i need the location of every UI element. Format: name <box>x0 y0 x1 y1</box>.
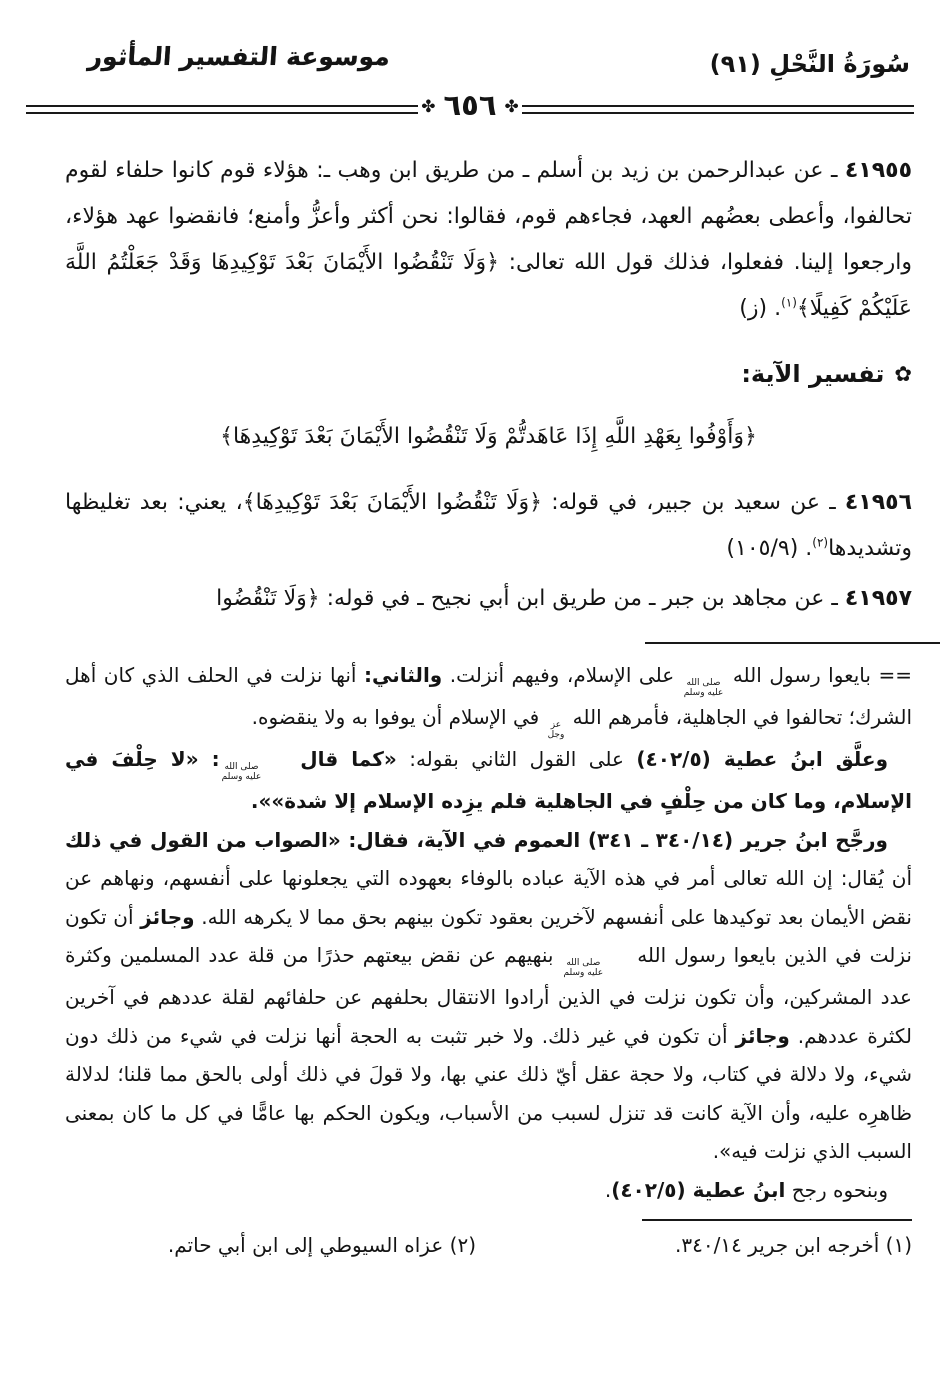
section-heading <box>65 360 912 388</box>
footnotes-row <box>65 1229 912 1261</box>
page-number: ٦٥٦ <box>443 88 497 122</box>
azza-wa-jall-ligature: عز وجل <box>547 720 565 740</box>
page-header <box>0 0 940 122</box>
saw-ligature: صلى الله عليه وسلم <box>683 678 724 698</box>
fleuron-left-icon: ✤ <box>421 97 436 117</box>
footnote-cont-paragraph: == بايعوا رسول الله صلى الله عليه وسلم على الإسلام، وفيهم أنزلت. والثاني: أنها نزلت في الحلف الذي كان أهل الشرك؛ تحالفوا في الجاهلية، فأمرهم الله عز وجل في الإسلام أن يوفوا به ولا ينقضوه. <box>65 663 913 740</box>
bold-text: والثاني: <box>364 663 443 687</box>
fleuron-right-icon: ✤ <box>504 97 519 117</box>
quran-verse-centered: ﴿وَأَوْفُوا بِعَهْدِ اللَّهِ إِذَا عَاهَدتُّمْ وَلَا تَنْقُضُوا الأَيْمَانَ بَعْدَ تَوْكِيدِهَا﴾ <box>220 424 757 449</box>
section-heading-label: تفسير الآية: <box>741 360 885 388</box>
bold-text: «كما قال <box>287 747 397 771</box>
page-body <box>65 148 912 622</box>
bold-text: وعلَّق ابنُ عطية (٤٠٢/٥) <box>636 747 889 771</box>
bold-text: : «لا حِلْفَ في الإسلام، وما كان من حِلْفٍ في الجاهلية فلم يزِده الإسلام إلا شدة»». <box>65 747 912 813</box>
footnote-separator <box>645 642 940 644</box>
narration-number: ٤١٩٥٧ <box>844 586 912 611</box>
footnote-ref-2: (٢) <box>812 535 829 550</box>
surah-title: سُورَةُ النَّحْلِ (٩١) <box>709 50 910 78</box>
footnote-ref-1: (١) <box>781 295 797 310</box>
quran-verse: ﴿وَلَا تَنْقُضُوا الأَيْمَانَ بَعْدَ تَوْكِيدِهَا وَقَدْ جَعَلْتُمُ اللَّهَ عَلَيْكُمْ كَفِيلًا﴾ <box>65 250 912 321</box>
header-rule-right <box>522 105 914 114</box>
page-footnotes <box>0 1219 940 1261</box>
footnote-2: (٢) عزاه السيوطي إلى ابن أبي حاتم. <box>167 1233 476 1257</box>
ibn-jarir-comment: ورجَّح ابنُ جرير (٣٤٠/١٤ ـ ٣٤١) العموم في الآية، فقال: «الصواب من القول في ذلك أن يُقال: إن الله تعالى أمر في هذه الآية عباده بالوفاء بعهوده التي يجعلونها على أنفسهم، ونهاهم عن نقض الأيمان بعد توكيدها على أنفسهم لآخرين بعقود تكون بينهم بحق مما لا يكرهه الله. وجائز أن تكون نزلت في الذين بايعوا رسول الله صلى الله عليه وسلم بنهيهم عن نقض بيعتهم حذرًا من قلة عدد المسلمين وكثرة عدد المشركين، وأن تكون نزلت في الذين أرادوا الانتقال بحلفهم عن حلفائهم لقلة عددهم في آخرين لكثرة عددهم. وجائز أن تكون في غير ذلك. ولا خبر تثبت به الحجة أنها نزلت في شيء من ذلك دون شيء، ولا دلالة في كتاب، ولا حجة عقل أيّ ذلك عني بها، ولا قولَ في ذلك أولى بالحق مما قلنا؛ لدلالة ظاهرِه عليه، وأن الآية كانت قد تنزل لسبب من الأسباب، ويكون الحكم بها عامًّا في كل ما كان بمعنى السبب الذي نزلت فيه». <box>65 827 913 1163</box>
book-title-logo: موسوعة التفسير المأثور <box>86 42 391 71</box>
narration-41957: ٤١٩٥٧ ـ عن مجاهد بن جبر ـ من طريق ابن أبي نجيح ـ في قوله: ﴿وَلَا تَنْقُضُوا <box>216 586 912 611</box>
ibn-atiyya-concurrence: وبنحوه رجح ابنُ عطية (٤٠٢/٥). <box>604 1177 888 1202</box>
bold-text: ورجَّح ابنُ جرير (٣٤٠/١٤ ـ ٣٤١) العموم في الآية، فقال: «الصواب من القول في ذلك <box>65 827 888 852</box>
header-rule <box>26 88 914 126</box>
quran-verse: ﴿وَلَا تَنْقُضُوا الأَيْمَانَ بَعْدَ تَوْكِيدِهَا﴾ <box>242 490 543 515</box>
bold-text: ابنُ عطية (٤٠٢/٥) <box>611 1177 786 1202</box>
quran-verse: ﴿وَلَا تَنْقُضُوا <box>216 586 320 611</box>
footnote-continuation <box>65 656 912 1209</box>
header-rule-left <box>26 105 418 114</box>
bold-text: وجائز <box>735 1023 790 1048</box>
saw-ligature: صلى الله عليه وسلم <box>221 762 262 782</box>
narration-41956: ٤١٩٥٦ ـ عن سعيد بن جبير، في قوله: ﴿وَلَا تَنْقُضُوا الأَيْمَانَ بَعْدَ تَوْكِيدِهَا﴾، يعني: بعد تغليظها وتشديدها$^{(٢)}$. (١٠٥/٩) <box>65 490 912 561</box>
narration-41955: ٤١٩٥٥ ـ عن عبدالرحمن بن زيد بن أسلم ـ من طريق ابن وهب ـ: هؤلاء قوم كانوا حلفاء لقوم تحالفوا، وأعطى بعضُهم العهد، فجاءهم قوم، فقالوا: نحن أكثر وأعزُّ وأمنع؛ فانقضوا عهد هؤلاء، وارجعوا إلينا. ففعلوا، فذلك قول الله تعالى: ﴿وَلَا تَنْقُضُوا الأَيْمَانَ بَعْدَ تَوْكِيدِهَا وَقَدْ جَعَلْتُمُ اللَّهَ عَلَيْكُمْ كَفِيلًا﴾$^{(١)}$. (ز) <box>65 158 913 321</box>
ibn-atiyya-comment: وعلَّق ابنُ عطية (٤٠٢/٥) على القول الثاني بقوله: «كما قال صلى الله عليه وسلم : «لا حِلْفَ في الإسلام، وما كان من حِلْفٍ في الجاهلية فلم يزِده الإسلام إلا شدة»». <box>65 747 912 813</box>
bold-text: وجائز <box>140 904 195 929</box>
rosette-icon: ✿ <box>894 362 912 386</box>
narration-number: ٤١٩٥٥ <box>844 158 912 183</box>
narration-number: ٤١٩٥٦ <box>844 490 912 515</box>
saw-ligature: صلى الله عليه وسلم <box>563 958 604 978</box>
footnotes-separator <box>642 1219 912 1221</box>
footnote-1: (١) أخرجه ابن جرير ٣٤٠/١٤. <box>675 1233 912 1257</box>
